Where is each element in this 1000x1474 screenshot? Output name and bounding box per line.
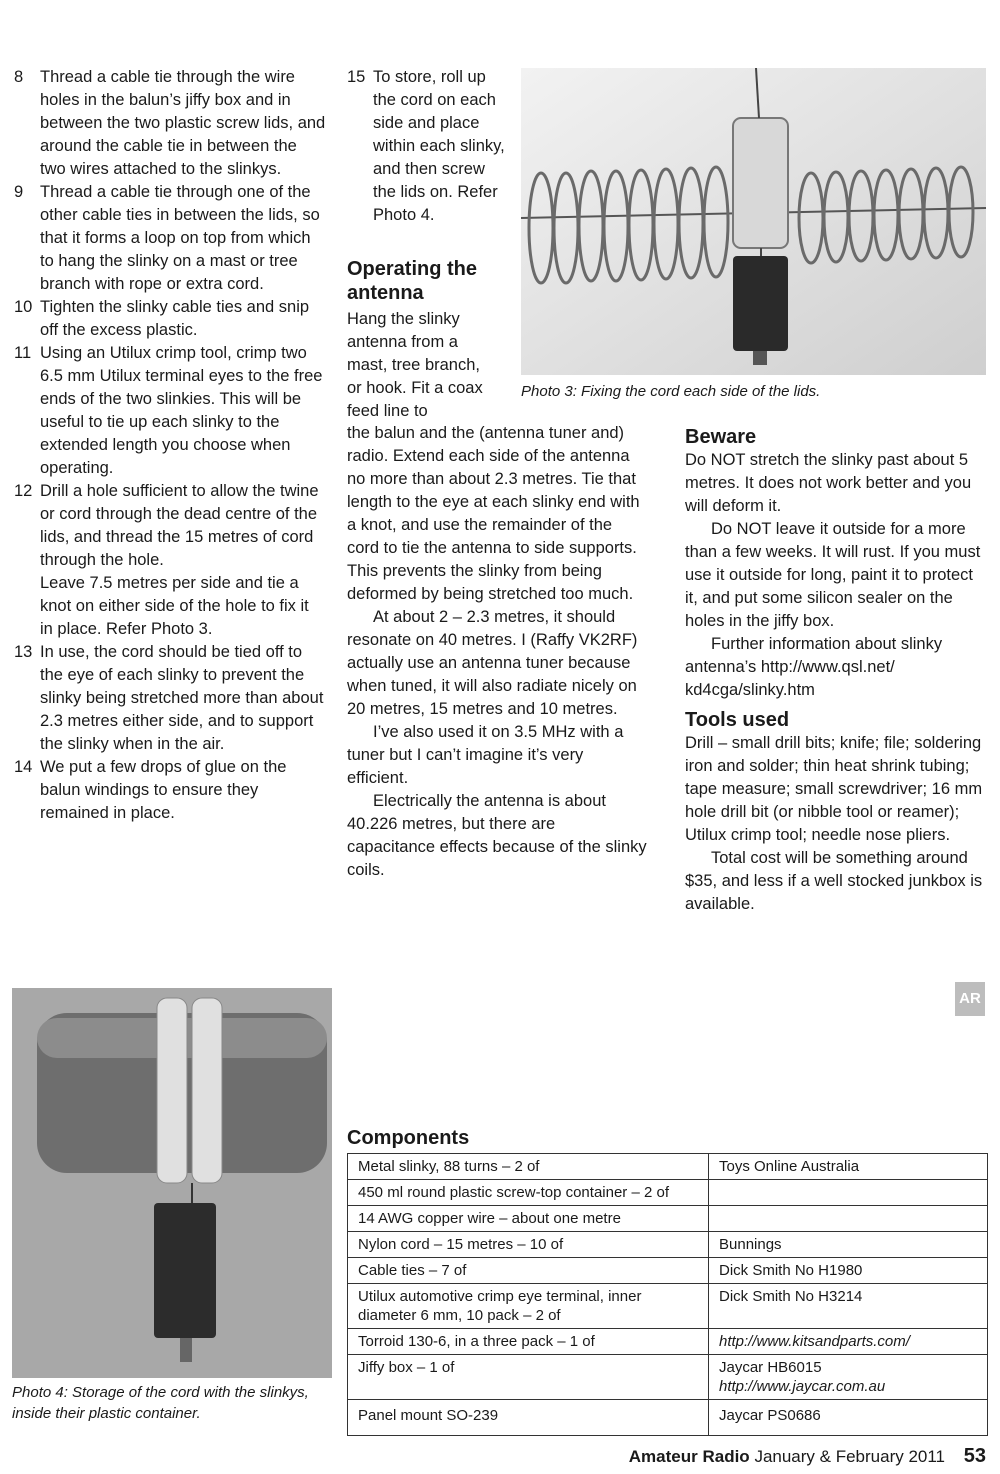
step-number: 11 [14,344,32,362]
component-item: Utilux automotive crimp eye terminal, inner diameter 6 mm, 10 pack – 2 of [348,1284,709,1329]
step-extra-text: Leave 7.5 metres per side and tie a knot on either side of the hole to fix it in place. Refer Photo 3. [40,574,309,638]
component-item: 14 AWG copper wire – about one metre [348,1206,709,1232]
step-item [14,342,326,480]
table-row [348,1284,988,1329]
table-row [348,1232,988,1258]
table-row [348,1355,988,1400]
photo-4-caption: Photo 4: Storage of the cord with the slinkys, inside their plastic container. [12,1384,309,1422]
step-text: To store, roll up the cord on each side and place within each slinky, and then screw the lids on. Refer Photo 4. [373,68,505,224]
beware-para-2: Do NOT leave it outside for a more than a few weeks. It will rust. If you must use it outside for long, paint it to protect it, and put some silicon sealer on the holes in the jiffy box. [685,520,981,630]
operating-para-4: Electrically the antenna is about 40.226 metres, but there are capacitance effects because of the slinky coils. [347,792,647,879]
right-column [685,425,990,916]
table-row [348,1206,988,1232]
operating-heading: Operating the antenna [347,258,478,304]
component-item: Jiffy box – 1 of [348,1355,709,1400]
step-15 [347,66,507,227]
step-text: Thread a cable tie through the wire holes in the balun’s jiffy box and in between the two plastic screw lids, and around the cable tie in between the two wires attached to the slinkys. [40,68,326,178]
component-source [709,1206,988,1232]
component-source: Toys Online Australia [709,1154,988,1180]
beware-heading: Beware [685,426,757,448]
step-item [14,296,326,342]
step-text: Tighten the slinky cable ties and snip off the excess plastic. [40,298,310,339]
step-number: 15 [347,68,366,86]
tools-para-2: Total cost will be something around $35, and less if a well stocked junkbox is available. [685,849,983,913]
component-source: Jaycar PS0686 [709,1400,988,1436]
step-item [14,480,326,641]
operating-body [347,422,647,882]
step-text: We put a few drops of glue on the balun windings to ensure they remained in place. [40,758,287,822]
component-item: Nylon cord – 15 metres – 10 of [348,1232,709,1258]
component-item: Panel mount SO-239 [348,1400,709,1436]
step-number: 8 [14,68,24,86]
component-source [709,1355,988,1400]
table-row [348,1400,988,1436]
step-item [14,181,326,296]
components-table [347,1153,988,1436]
issue-date: January & February 2011 [754,1447,946,1466]
tools-heading: Tools used [685,709,790,731]
step-number: 13 [14,643,33,661]
operating-para-1b: the balun and the (antenna tuner and) radio. Extend each side of the antenna no more than about 2.3 metres. Tie that length to the eye at each slinky end with a knot, and use the remainder of the cord to tie the antenna to side supports. This prevents the slinky from being deformed by being stretched too much. [347,424,640,603]
operating-para-1a: Hang the slinky antenna from a mast, tree branch, or hook. Fit a coax feed line to [347,310,483,420]
operating-intro-block [347,308,497,423]
slinky-lids-image [521,68,986,375]
storage-container-image [12,988,332,1378]
step-item [14,641,326,756]
step-text: Drill a hole sufficient to allow the twine or cord through the dead centre of the lids, and thread the 15 metres of cord through the hole. [40,482,319,569]
table-row [348,1154,988,1180]
table-row [348,1329,988,1355]
step-number: 9 [14,183,24,201]
component-item: Cable ties – 7 of [348,1258,709,1284]
step-number: 12 [14,482,33,500]
steps-list [14,66,326,825]
magazine-name: Amateur Radio [628,1447,750,1466]
component-source [709,1180,988,1206]
step-text: In use, the cord should be tied off to the eye of each slinky to prevent the slinky being stretched more than about 2.3 metres either side, and to support the slinky when in the air. [40,643,324,753]
component-item: Torroid 130-6, in a three pack – 1 of [348,1329,709,1355]
operating-heading-block [347,257,507,305]
step-number: 14 [14,758,33,776]
table-row [348,1180,988,1206]
photo-3 [521,68,986,375]
operating-para-3: I’ve also used it on 3.5 MHz with a tuner but I can’t imagine it’s very efficient. [347,723,624,787]
component-item: 450 ml round plastic screw-top container – 2 of [348,1180,709,1206]
component-source-text: Jaycar HB6015 [719,1359,822,1376]
component-item: Metal slinky, 88 turns – 2 of [348,1154,709,1180]
component-source: Dick Smith No H3214 [709,1284,988,1329]
step-item [14,66,326,181]
step-text: Thread a cable tie through one of the other cable ties in between the lids, so that it forms a loop on top from which to hang the slinky on a mast or tree branch with rope or extra cord. [40,183,320,293]
operating-para-2: At about 2 – 2.3 metres, it should resonate on 40 metres. I (Raffy VK2RF) actually use an antenna tuner because when tuned, it will also radiate nicely on 20 metres, 15 metres and 10 metres. [347,608,638,718]
component-source: Dick Smith No H1980 [709,1258,988,1284]
tools-para-1: Drill – small drill bits; knife; file; soldering iron and solder; thin heat shrink tubing; tape measure; small screwdriver; 16 mm hole drill bit (or nibble tool or reamer); Utilux crimp tool; needle nose pliers. [685,734,983,844]
ar-logo: AR [955,982,985,1016]
component-source-link[interactable]: http://www.kitsandparts.com/ [709,1329,988,1355]
page-footer [629,1445,986,1468]
component-source: Bunnings [709,1232,988,1258]
photo-4 [12,988,332,1378]
step-text: Using an Utilux crimp tool, crimp two 6.5 mm Utilux terminal eyes to the free ends of the two slinkies. This will be useful to tie up each slinky to the extended length you choose when operating. [40,344,323,477]
step-number: 10 [14,298,33,316]
beware-para-3: Further information about slinky antenna’s http://www.qsl.net/ kd4cga/slinky.htm [685,635,943,699]
table-row [348,1258,988,1284]
components-heading: Components [347,1127,470,1149]
component-source-link[interactable]: http://www.jaycar.com.au [719,1378,886,1395]
photo-3-caption: Photo 3: Fixing the cord each side of the lids. [521,383,821,400]
step-item [14,756,326,825]
beware-para-1: Do NOT stretch the slinky past about 5 metres. It does not work better and you will deform it. [685,451,972,515]
page-number: 53 [963,1445,986,1467]
